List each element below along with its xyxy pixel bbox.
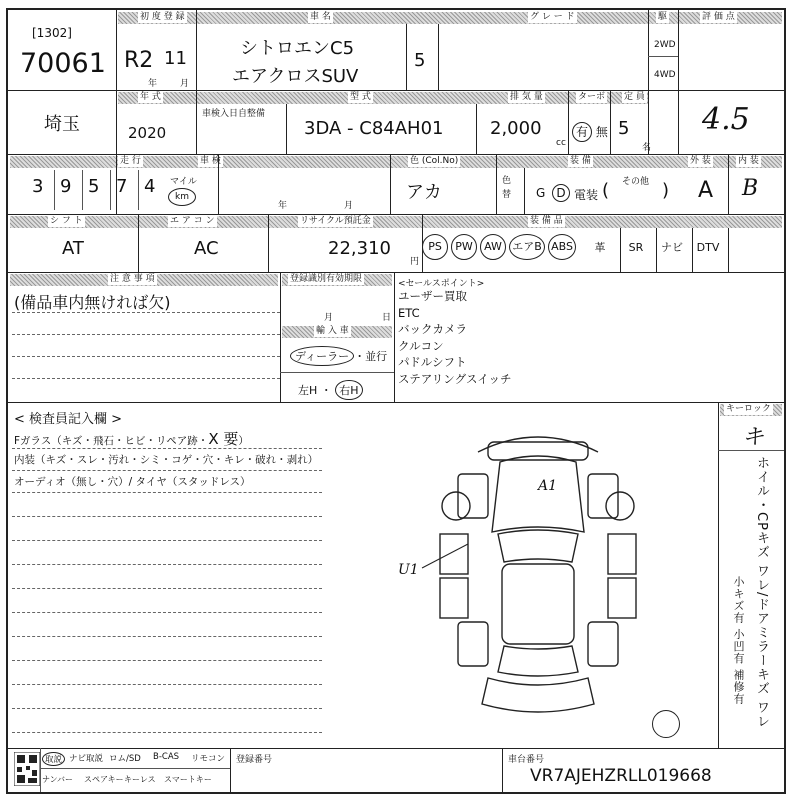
label-capacity: 定 員 <box>624 92 645 102</box>
sales-point: ETC <box>398 305 420 320</box>
chassis-number: VR7AJEHZRLL019668 <box>530 766 712 786</box>
label-import-type: 輸 入 車 <box>316 326 349 336</box>
option-airbag: エアB <box>509 234 545 260</box>
model-type: 3DA - C84AH01 <box>304 118 444 139</box>
label-sales: <セールスポイント> <box>398 279 485 289</box>
footer-bcas: B-CAS <box>153 752 180 762</box>
option-abs: ABS <box>548 234 576 260</box>
mileage-digits <box>32 176 172 197</box>
steer-dot: ・ <box>320 384 332 397</box>
color: アカ <box>406 182 442 203</box>
turbo-group <box>572 122 608 142</box>
turbo-yes: 有 <box>572 122 592 142</box>
inspector-line1 <box>14 428 249 449</box>
car-front-bumper-icon <box>478 437 598 452</box>
option-aw: AW <box>480 234 506 260</box>
label-month: 月 <box>180 79 190 89</box>
label-car-name: 車 名 <box>310 12 331 22</box>
label-shift: シ フ ト <box>50 216 83 226</box>
steer-right: 右H <box>335 380 362 400</box>
equip-d: D <box>552 184 570 202</box>
unit-cc: cc <box>556 138 566 148</box>
lot-code: [1302] <box>32 26 72 40</box>
model-year: 2020 <box>128 124 167 142</box>
footer-spare-key: スペアキー <box>84 775 124 784</box>
reg-month: 月 <box>324 313 334 323</box>
label-first-reg: 初 度 登 録 <box>140 12 185 22</box>
footer-items-top <box>42 752 227 766</box>
label-inspection: 車 検 <box>200 156 221 166</box>
mileage-digit: 3 <box>32 176 44 197</box>
aircon: AC <box>194 238 219 259</box>
car-trunk-icon <box>482 678 594 712</box>
label-mileage: 走 行 <box>120 156 141 166</box>
option-pw: PW <box>451 234 477 260</box>
displacement: 2,000 <box>490 118 542 139</box>
mileage-digit: 5 <box>88 176 100 197</box>
auction-sheet: 初 度 登 録 車 名 グ レ ー ド 駆 評 価 点 [1302] 70061 R2 11 年 月 シトロエンC5 エアクロスSUV 5 2WD 4WD 年 式 型 式 排 気 量 ターボ 定 員 埼玉 2020 車検入日自整備 3DA - C84AH01 2,000 cc 有 無 5 名 4.5 走 行 車 検 色 (Col.No) 装 備 外 装 内 装 3 9 5 7 4 マイル km 年 月 アカ 色替 G D 電装 ( その他 ) A B シ フ ト エ ア コ ン リサイクル預託金 装 備 品 AT AC 22,310 円 PS PW AW エアB ABS 革 SR ナビ DTV 注 意 事 項 (備品車内無ければ欠) 登録識別有効期限 月 日 輸 入 車 ディーラー ・並行 左H ・ 右H <セールスポイント> ユーザー買取 ETC バックカメラ クルコン パドルシフト ステアリングスイッチ < 検査員記入欄 > Fガラス（キズ・飛石・ヒビ・リペア跡・X 要） 内装（キズ・スレ・汚れ・シミ・コゲ・穴・キレ・破れ・剥れ） オーディオ（無し・穴）/ タイヤ（スタッドレス） A1 U1 キーロック キ ホイル・CPキズ ワレ/ドアミラーキズ ワレ 小キズ有 小凹有 補修有 取説 ナビ取説 ロム/SD B-CAS リモコン ナンバー スペアキー キーレス スマートキー 登録番号 車台番号 VR7AJEHZRLL019668 <box>6 8 786 794</box>
sales-point: クルコン <box>398 338 444 353</box>
unit-person: 名 <box>642 143 652 153</box>
car-windshield-icon <box>498 530 578 562</box>
label-recycle: リサイクル預託金 <box>300 216 371 226</box>
car-roof-icon <box>502 564 574 644</box>
footer-remote: リモコン <box>191 754 226 764</box>
dealer: ディーラー <box>290 346 354 366</box>
car-right-front-door-icon <box>608 534 636 574</box>
label-keyless: キーロック <box>726 404 771 414</box>
label-chassis: 車台番号 <box>508 755 545 765</box>
label-drive: 駆 <box>658 12 668 22</box>
label-aircon: エ ア コ ン <box>170 216 215 226</box>
turbo-no: 無 <box>595 125 608 139</box>
shift: AT <box>62 238 84 259</box>
label-notes: 注 意 事 項 <box>110 274 155 284</box>
car-right-mirror-icon <box>606 492 634 520</box>
sales-point: パドルシフト <box>398 355 467 369</box>
equip-other: その他 <box>622 177 650 187</box>
car-front-edge-icon <box>488 442 588 460</box>
car-front-left-wheel-icon <box>458 474 488 518</box>
car-rear-window-icon <box>498 646 578 676</box>
inspector-line1-text: Fガラス（キズ・飛石・ヒビ・リペア跡・ <box>14 435 209 447</box>
label-equipment: 装 備 <box>570 156 591 166</box>
label-turbo: ターボ <box>578 92 606 102</box>
eval-score: 4.5 <box>702 102 750 137</box>
steer-left: 左H <box>298 384 318 397</box>
label-type: 型 式 <box>350 92 371 102</box>
import-type-group <box>290 346 387 366</box>
label-exterior: 外 装 <box>690 156 711 166</box>
option-sunroof: SR <box>628 240 644 254</box>
label-model-year: 年 式 <box>140 92 161 102</box>
diagram-mark-front: A1 <box>538 478 558 494</box>
option-navi: ナビ <box>661 241 683 254</box>
footer-smart-key: スマートキー <box>164 775 212 784</box>
reg-month: 11 <box>164 48 187 69</box>
region: 埼玉 <box>44 114 80 135</box>
car-rear-left-wheel-icon <box>458 622 488 666</box>
side-note: ホイル・CPキズ ワレ/ドアミラーキズ ワレ <box>754 456 769 729</box>
unit-km: km <box>168 188 196 206</box>
car-damage-diagram <box>418 422 658 722</box>
unit-yen: 円 <box>410 257 420 267</box>
option-list <box>422 234 726 260</box>
inspector-line3: オーディオ（無し・穴）/ タイヤ（スタッドレス） <box>14 476 251 488</box>
option-leather: 革 <box>594 241 606 254</box>
footer-plate: ナンバー <box>42 775 74 784</box>
label-register: 登録識別有効期限 <box>290 274 363 284</box>
drive-4wd: 4WD <box>654 70 676 80</box>
mileage-digit: 7 <box>116 176 128 197</box>
label-interior: 内 装 <box>738 156 759 166</box>
car-make: シトロエンC5 <box>240 38 355 59</box>
unit-mile: マイル <box>170 177 197 187</box>
inspector-line1-end: ） <box>238 435 249 447</box>
car-rear-right-wheel-icon <box>588 622 618 666</box>
reg-day: 日 <box>382 313 392 323</box>
label-options: 装 備 品 <box>530 216 563 226</box>
footer-rom-sd: ロム/SD <box>109 754 141 764</box>
parallel: ・並行 <box>354 350 388 363</box>
car-model: エアクロスSUV <box>232 66 359 87</box>
sales-point: バックカメラ <box>398 322 467 336</box>
inspector-title: < 検査員記入欄 > <box>14 412 123 427</box>
import-note: 車検入日自整備 <box>202 109 266 119</box>
mileage-digit: 4 <box>144 176 156 197</box>
label-year-inspection: 年 <box>278 201 288 211</box>
sales-point: ユーザー買取 <box>398 289 467 303</box>
recycle-fee: 22,310 <box>328 238 391 259</box>
lot-number: 70061 <box>20 48 106 79</box>
label-month-inspection: 月 <box>344 201 354 211</box>
label-grade: グ レ ー ド <box>530 12 575 22</box>
label-year: 年 <box>148 79 158 89</box>
footer-manual: 取説 <box>42 752 65 766</box>
mileage-digit: 9 <box>60 176 72 197</box>
equip-g: G <box>536 186 546 200</box>
footer-navi-manual: ナビ取説 <box>69 754 104 764</box>
spare-circle-icon <box>652 710 680 738</box>
reg-era: R2 <box>124 48 154 73</box>
leader-line-icon <box>420 540 470 570</box>
car-front-right-wheel-icon <box>588 474 618 518</box>
sales-points <box>398 288 512 387</box>
inspector-line1-mark: X 要 <box>208 430 239 448</box>
option-dtv: DTV <box>696 240 720 254</box>
footer-keyless: キーレス <box>124 775 156 784</box>
label-eval: 評 価 点 <box>702 12 735 22</box>
label-color: 色 (Col.No) <box>410 156 459 166</box>
inspector-line2: 内装（キズ・スレ・汚れ・シミ・コゲ・穴・キレ・破れ・剥れ） <box>14 454 319 466</box>
keyless-mark: キ <box>742 425 765 450</box>
car-hood-icon <box>492 456 584 532</box>
equip-electric: 電装 <box>574 188 599 202</box>
interior-grade: B <box>742 176 759 201</box>
sales-point: ステアリングスイッチ <box>398 371 512 386</box>
car-right-rear-door-icon <box>608 578 636 618</box>
label-color-change: 色替 <box>502 176 512 200</box>
steering-group <box>298 380 363 400</box>
label-reg-number: 登録番号 <box>236 755 273 765</box>
diagram-mark-side: U1 <box>398 562 419 578</box>
grade-digit: 5 <box>414 50 426 71</box>
side-note-2: 小キズ有 小凹有 補修有 <box>732 576 745 705</box>
footer-items-bottom <box>42 774 212 785</box>
capacity: 5 <box>618 118 630 139</box>
note-text: (備品車内無ければ欠) <box>14 293 171 312</box>
label-displacement: 排 気 量 <box>510 92 543 102</box>
exterior-grade: A <box>698 178 714 203</box>
option-ps: PS <box>422 234 448 260</box>
barcode-icon <box>14 752 40 786</box>
car-left-mirror-icon <box>442 492 470 520</box>
drive-2wd: 2WD <box>654 40 676 50</box>
car-left-rear-door-icon <box>440 578 468 618</box>
